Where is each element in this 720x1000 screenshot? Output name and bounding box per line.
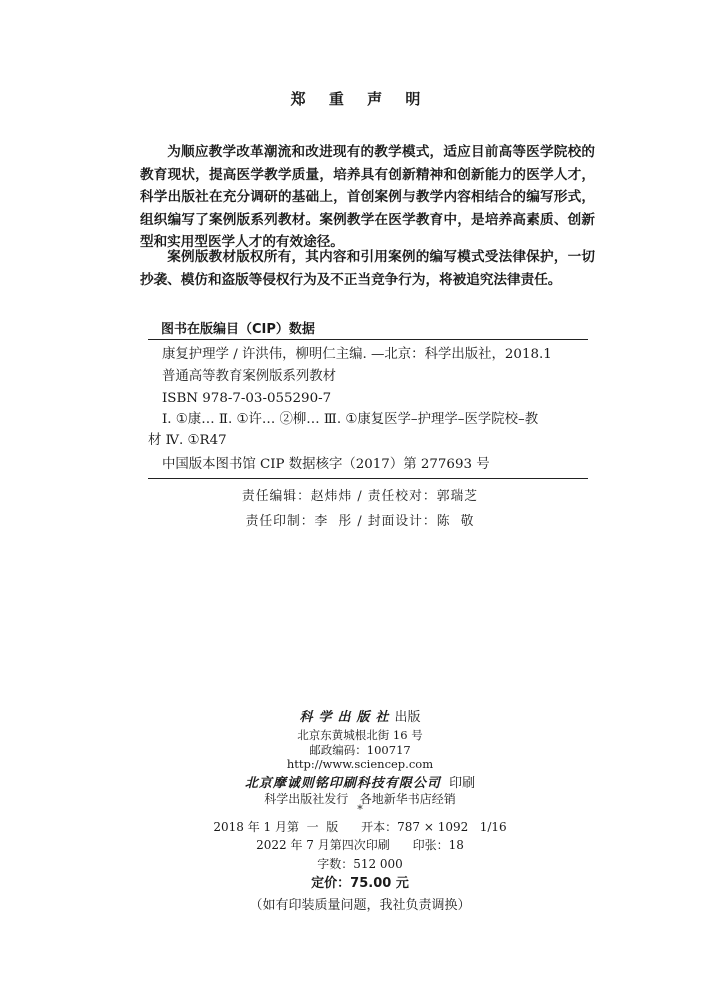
staff-editors: 责任编辑：赵炜炜 / 责任校对：郭瑞芝 [241, 489, 479, 504]
printer-line [0, 772, 720, 791]
publisher-name: 科学出版社 [299, 710, 395, 725]
price: 定价：75.00 元 [311, 876, 409, 891]
publisher-website: http://www.sciencep.com [286, 757, 434, 771]
separator-asterisk: * [357, 803, 363, 816]
page-title: 郑 重 声 明 [290, 90, 430, 108]
publisher-suffix: 出版 [394, 710, 421, 725]
statement-paragraph-1 [140, 141, 595, 254]
cip-line-title: 康复护理学 / 许洪伟，柳明仁主编. —北京：科学出版社，2018.1 [162, 347, 552, 362]
cip-bottom-rule [148, 478, 588, 479]
statement-paragraph-2 [140, 246, 595, 291]
publisher-address: 北京东黄城根北街 16 号 [297, 728, 423, 742]
cip-line-classification-cont: 材 Ⅳ. ①R47 [148, 433, 227, 448]
cip-heading: 图书在版编目（CIP）数据 [161, 322, 315, 337]
word-count: 字数：512 000 [317, 857, 403, 871]
cip-line-isbn: ISBN 978-7-03-055290-7 [162, 391, 332, 406]
edition-line-1: 2018 年 1 月第 一 版 开本：787 × 1092 1/16 [213, 820, 507, 834]
cip-line-record-number: 中国版本图书馆 CIP 数据核字（2017）第 277693 号 [162, 457, 490, 472]
statement-paragraph-1-text: 为顺应教学改革潮流和改进现有的教学模式，适应目前高等医学院校的教育现状，提高医学教学质量，培养具有创新精神和创新能力的医学人才，科学出版社在充分调研的基础上，首创案例与教学内容相结合的编写形式，组织编写了案例版系列教材。案例教学在医学教育中，是培养高素质、创新型和实用型医学人才的有效途径。 [140, 144, 595, 251]
cip-line-series: 普通高等教育案例版系列教材 [162, 369, 337, 384]
printer-suffix: 印刷 [449, 776, 476, 791]
publisher-line [0, 706, 720, 725]
quality-notice: （如有印装质量问题，我社负责调换） [249, 898, 471, 913]
distribution: 科学出版社发行 各地新华书店经销 [264, 792, 456, 806]
cip-line-classification: Ⅰ. ①康… Ⅱ. ①许… ②柳… Ⅲ. ①康复医学–护理学–医学院校–教 [162, 412, 539, 427]
publisher-postcode: 邮政编码：100717 [309, 743, 411, 757]
statement-paragraph-2-text: 案例版教材版权所有，其内容和引用案例的编写模式受法律保护，一切抄袭、模仿和盗版等侵权行为及不正当竞争行为，将被追究法律责任。 [140, 249, 595, 288]
printer-name: 北京摩诚则铭印刷科技有限公司 [244, 776, 441, 791]
cip-top-rule [148, 339, 588, 340]
staff-printing-design: 责任印制：李 彤 / 封面设计：陈 敬 [245, 514, 475, 529]
edition-line-2: 2022 年 7 月第四次印刷 印张：18 [256, 838, 464, 852]
